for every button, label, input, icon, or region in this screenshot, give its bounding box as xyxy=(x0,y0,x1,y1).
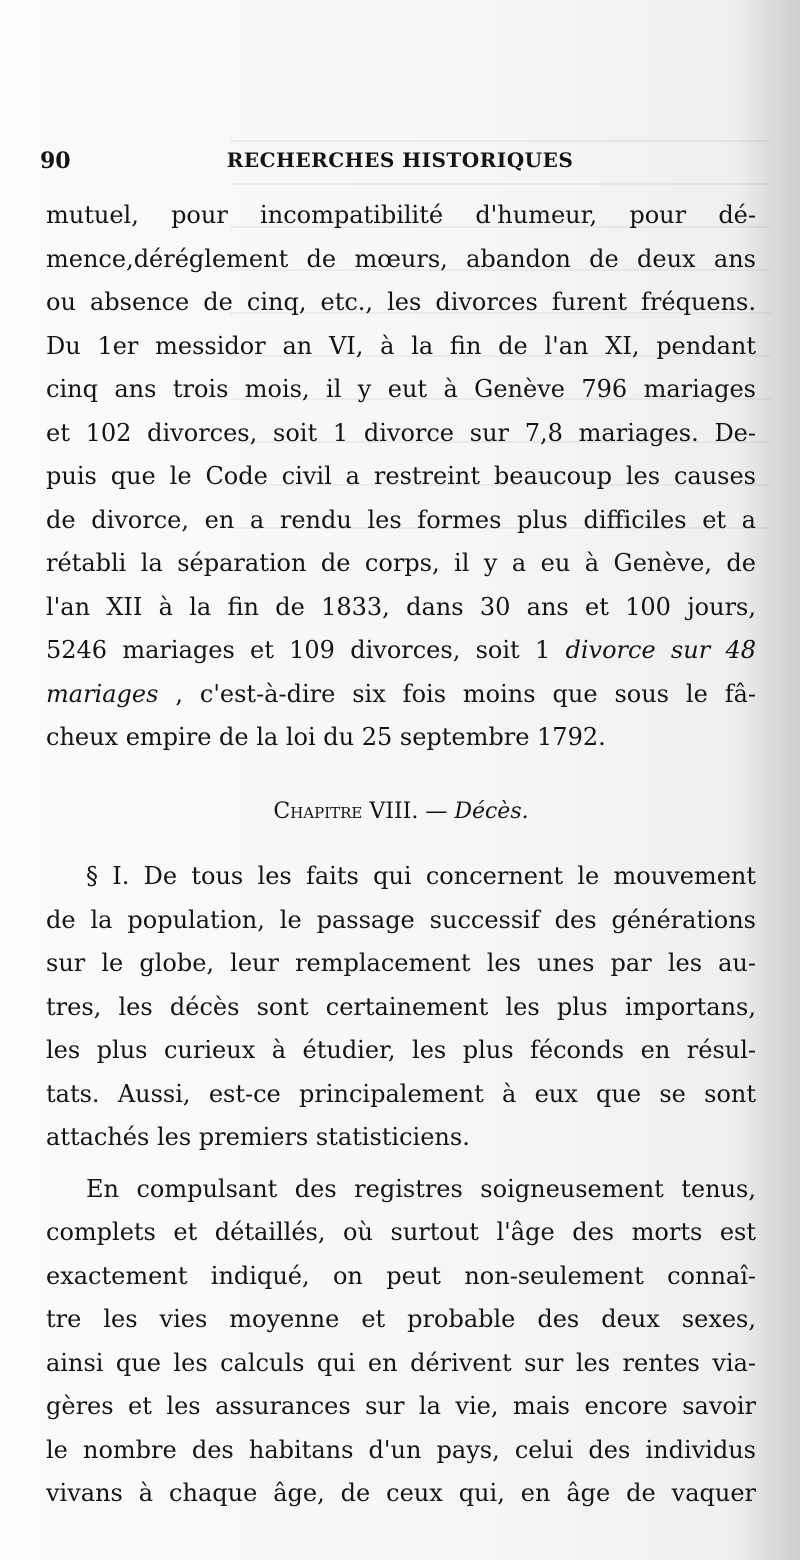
text-line: cinq ans trois mois, il y eut à Genève 796 mariages xyxy=(46,375,756,403)
text-line: gères et les assurances sur la vie, mais encore savoir xyxy=(46,1392,756,1420)
text-line: § I. De tous les faits qui concernent le mouvement xyxy=(86,862,756,890)
text-line: ou absence de cinq, etc., les divorces furent fréquens. xyxy=(46,288,756,316)
chapter-separator: — xyxy=(418,798,455,824)
text-line: le nombre des habitans d'un pays, celui des individus xyxy=(46,1435,756,1464)
text-line: vivans à chaque âge, de ceux qui, en âge de vaquer xyxy=(46,1479,756,1507)
text-line: de la population, le passage successif des générations xyxy=(46,905,756,934)
chapter-title: Décès. xyxy=(454,798,529,824)
text-line: En compulsant des registres soigneusement tenus, xyxy=(86,1174,756,1203)
chapter-label: Chapitre VIII. xyxy=(273,798,419,824)
text-line: de divorce, en a rendu les formes plus difficiles et a xyxy=(46,505,756,534)
text-line xyxy=(46,629,756,673)
text-line: tres, les décès sont certainement les plus importans, xyxy=(46,992,756,1021)
text-line: complets et détaillés, où surtout l'âge des morts est xyxy=(46,1218,756,1246)
italic-run: divorce sur 48 xyxy=(565,636,756,664)
text-line: ainsi que les calculs qui en dérivent sur les rentes via- xyxy=(46,1348,756,1377)
text-line: exactement indiqué, on peut non-seulement connaî- xyxy=(46,1261,756,1290)
text-run: 5246 mariages et 109 divorces, soit 1 xyxy=(46,636,566,664)
text-line: cheux empire de la loi du 25 septembre 1792. xyxy=(46,723,606,751)
chapter-heading xyxy=(46,790,756,834)
text-line: tre les vies moyenne et probable des deux sexes, xyxy=(46,1305,756,1333)
text-line: sur le globe, leur remplacement les unes par les au- xyxy=(46,949,756,977)
text-line: puis que le Code civil a restreint beaucoup les causes xyxy=(46,462,756,490)
paragraph-gap xyxy=(46,1160,756,1168)
body-text xyxy=(46,194,756,1516)
paragraph xyxy=(46,194,756,760)
text-line: mence,déréglement de mœurs, abandon de deux ans xyxy=(46,244,756,273)
text-line: Du 1er messidor an VI, à la fin de l'an XI, pendant xyxy=(46,331,756,360)
page-header xyxy=(40,148,760,184)
text-line: les plus curieux à étudier, les plus féconds en résul- xyxy=(46,1036,756,1064)
text-line: mutuel, pour incompatibilité d'humeur, pour dé- xyxy=(46,201,756,229)
paragraph xyxy=(46,1168,756,1516)
text-run: , c'est-à-dire six fois moins que sous le fâ- xyxy=(158,679,756,708)
text-line: rétabli la séparation de corps, il y a eu à Genève, de xyxy=(46,549,756,577)
paragraph xyxy=(46,855,756,1160)
page-number: 90 xyxy=(40,148,71,174)
italic-run: mariages xyxy=(46,679,159,708)
text-line: l'an XII à la fin de 1833, dans 30 ans et 100 jours, xyxy=(46,592,756,621)
text-line: tats. Aussi, est-ce principalement à eux que se sont xyxy=(46,1079,756,1108)
running-head: RECHERCHES HISTORIQUES xyxy=(226,148,574,172)
text-line xyxy=(46,673,756,717)
text-line: et 102 divorces, soit 1 divorce sur 7,8 mariages. De- xyxy=(46,418,756,447)
text-line: attachés les premiers statisticiens. xyxy=(46,1123,470,1151)
